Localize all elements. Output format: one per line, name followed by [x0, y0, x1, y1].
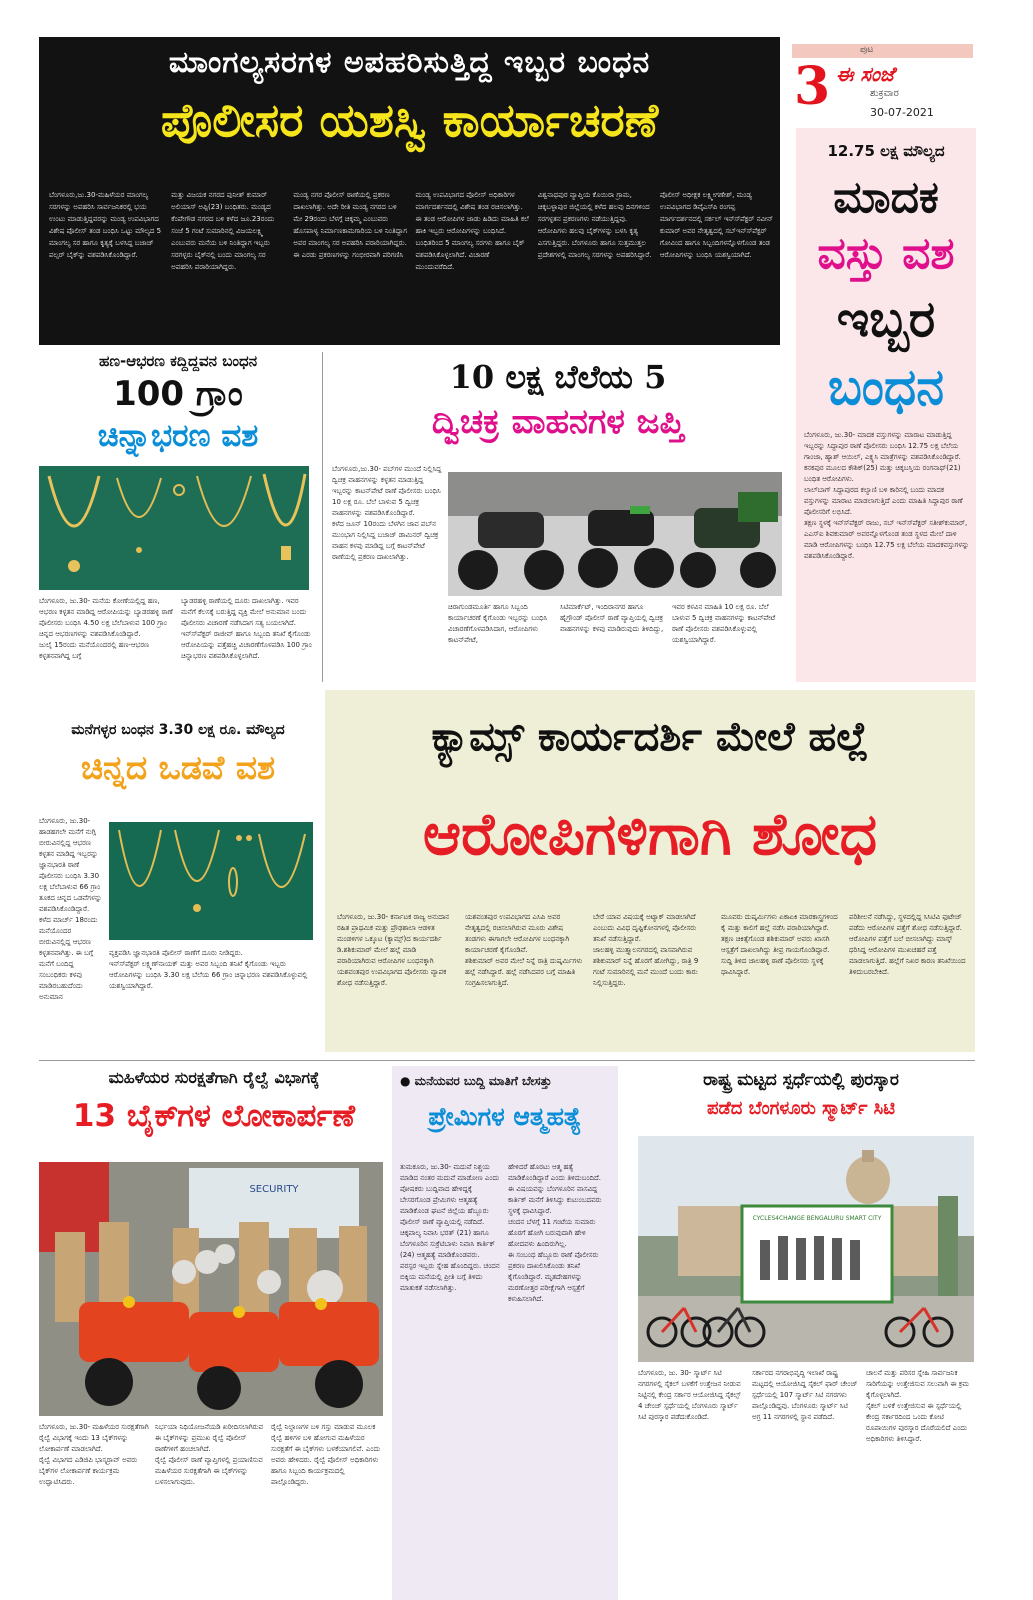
women-kicker: ಮಹಿಳೆಯರ ಸುರಕ್ಷತೆಗಾಗಿ ರೈಲ್ವೆ ವಿಭಾಗಕ್ಕೆ	[108, 1068, 320, 1087]
drugs-headline-3: ಇಬ್ಬರ	[836, 290, 936, 348]
cams-headline-2: ಆರೋಪಿಗಳಿಗಾಗಿ ಶೋಧ	[422, 800, 878, 868]
page-label: ಪುಟ	[860, 45, 874, 55]
lead-kicker: ಮಾಂಗಲ್ಯಸರಗಳ ಅಪಹರಿಸುತ್ತಿದ್ದ ಇಬ್ಬರ ಬಂಧನ	[168, 45, 651, 80]
cams-column: ಬೆಂಗಳೂರು, ಜು.30- ಕರ್ನಾಟಕ ರಾಜ್ಯ ಅನುದಾನ ರಹಿತ ಪ್ರಾಥಮಿಕ ಮತ್ತು ಪ್ರೌಢಶಾಲಾ ಆಡಳಿತ ಮಂಡಳಿಗಳ ಒಕ್ಕೂಟ (ಕ್ಯಾಮ್ಸ್)ದ ಕಾರ್ಯದರ್ಶಿ ಡಿ.ಶಶಿಕುಮಾರ್ ಮೇಲೆ ಹಲ್ಲೆ ಮಾಡಿ ಪರಾರಿಯಾಗಿರುವ ಆರೋಪಿಗಳ ಬಂಧನಕ್ಕಾಗಿ ಯಶವಂತಪುರ ಉಪವಿಭಾಗದ ಪೊಲೀಸರು ವ್ಯಾಪಕ ಶೋಧ ನಡೆಸುತ್ತಿದ್ದಾರೆ.	[337, 913, 452, 987]
lead-column: ಮಂಡ್ಯ ಉಪವಿಭಾಗದ ಪೊಲೀಸ್ ಅಧಿಕಾರಿಗಳ ಮಾರ್ಗದರ್ಶನದಲ್ಲಿ ವಿಶೇಷ ತಂಡ ರಚಿಸಲಾಗಿತ್ತು. ಈ ತಂಡ ಆರೋಪಿಗಳ ಜಾಡು ಹಿಡಿದು ಮಾಹಿತಿ ಕಲೆ ಹಾಕಿ ಇಬ್ಬರು ಆರೋಪಿಗಳನ್ನು ಬಂಧಿಸಿದೆ. ಬಂಧಿತರಿಂದ 5 ಮಾಂಗಲ್ಯ ಸರಗಳು ಹಾಗೂ ಬೈಕ್ ವಶಪಡಿಸಿಕೊಳ್ಳಲಾಗಿದೆ. ವಿಚಾರಣೆ ಮುಂದುವರೆದಿದೆ.	[415, 191, 532, 271]
bikes-body-left: ಬೆಂಗಳೂರು,ಜು.30- ಪಬ್‍ಗಳ ಮುಂದೆ ನಿಲ್ಲಿಸಿದ್ದ ದ್ವಿಚಕ್ರ ವಾಹನಗಳನ್ನು ಕಳ್ಳತನ ಮಾಡುತ್ತಿದ್ದ ಇಬ್ಬರನ್ನು ಕಾಟನ್‍ಪೇಟೆ ಠಾಣೆ ಪೊಲೀಸರು ಬಂಧಿಸಿ 10 ಲಕ್ಷ ರೂ. ಬೆಲೆ ಬಾಳುವ 5 ದ್ವಿಚಕ್ರ ವಾಹನಗಳನ್ನು ವಶಪಡಿಸಿಕೊಂಡಿದ್ದಾರೆ. ಕಳೆದ ಜೂನ್ 10ರಂದು ಬೆಳಗಿನ ಜಾವ ಪಬ್‍ನ ಮುಂಭಾಗ ನಿಲ್ಲಿಸಿದ್ದ ಬಜಾಜ್ ಡಾಮಿನರ್ ದ್ವಿಚಕ್ರ ವಾಹನ ಕಳವು ಮಾಡಿದ್ದ ಬಗ್ಗೆ ಕಾಟನ್‍ಪೇಟೆ ಠಾಣೆಯಲ್ಲಿ ಪ್ರಕರಣ ದಾಖಲಾಗಿತ್ತು.	[332, 465, 442, 561]
cams-story	[325, 690, 975, 1052]
lead-headline: ಪೊಲೀಸರ ಯಶಸ್ವಿ ಕಾರ್ಯಾಚರಣೆ	[160, 93, 659, 147]
gold-headline-2: ಚಿನ್ನಾಭರಣ ವಶ	[97, 418, 259, 454]
smartcity-story	[626, 1066, 976, 1600]
smartcity-col1: ಬೆಂಗಳೂರು, ಜು. 30- ಸ್ಮಾರ್ಟ್ ಸಿಟಿ ನಗರಗಳಲ್ಲಿ ಸೈಕಲ್ ಬಳಕೆಗೆ ಉತ್ತೇಜನ ನೀಡುವ ನಿಟ್ಟಿನಲ್ಲಿ ಕೇಂದ್ರ ಸರ್ಕಾರ ಆಯೋಜಿಸಿದ್ದ ಸೈಕಲ್ಸ್ 4 ಚೇಂಜ್ ಸ್ಪರ್ಧೆಯಲ್ಲಿ ಬೆಂಗಳೂರು ಸ್ಮಾರ್ಟ್ ಸಿಟಿ ಪುರಸ್ಕಾರ ಪಡೆದುಕೊಂಡಿದೆ.	[638, 1369, 743, 1421]
gold-chains-graphic	[109, 822, 313, 940]
motorbikes-graphic	[448, 472, 782, 596]
banner-text: SECURITY	[249, 1184, 299, 1195]
drugs-story	[796, 128, 976, 682]
gold-body-col2: ಬ್ಯಾಡರಹಳ್ಳಿ ಠಾಣೆಯಲ್ಲಿ ದೂರು ದಾಖಲಾಗಿತ್ತು. ಇವರ ಮನೆಗೆ ಕೆಲಸಕ್ಕೆ ಬರುತ್ತಿದ್ದ ವ್ಯಕ್ತಿ ಮೇಲೆ ಅನುಮಾನ ಬಂದು ಪೊಲೀಸರು ವಿಚಾರಣೆ ನಡೆಸಿದಾಗ ಸತ್ಯ ಬಯಲಾಗಿದೆ. ಇನ್ಸ್‍ಪೆಕ್ಟರ್ ರಾಜೀವ್ ಹಾಗೂ ಸಿಬ್ಬಂದಿ ತನಿಖೆ ಕೈಗೊಂಡು ಆರೋಪಿಯನ್ನು ಪತ್ತೆಹಚ್ಚಿ ವಿಚಾರಣೆಗೊಳಪಡಿಸಿ 100 ಗ್ರಾಂ ಚಿನ್ನಾಭರಣ ವಶಪಡಿಸಿಕೊಳ್ಳಲಾಗಿದೆ.	[181, 597, 312, 660]
cams-column: ಯಶವಂತಪುರ ಉಪವಿಭಾಗದ ಎಸಿಪಿ ಅವರ ನೇತೃತ್ವದಲ್ಲಿ ರಚಿಸಲಾಗಿರುವ ಮೂರು ವಿಶೇಷ ತಂಡಗಳು ಈಗಾಗಲೇ ಆರೋಪಿಗಳ ಬಂಧನಕ್ಕಾಗಿ ಕಾರ್ಯಾಚರಣೆ ಕೈಗೊಂಡಿವೆ. ಶಶಿಕುಮಾರ್ ಅವರ ಮೇಲೆ ನಿನ್ನೆ ರಾತ್ರಿ ದುಷ್ಕರ್ಮಿಗಳು ಹಲ್ಲೆ ನಡೆಸಿದ್ದಾರೆ. ಹಲ್ಲೆ ನಡೆಸಿದವರ ಬಗ್ಗೆ ಮಾಹಿತಿ ಸಂಗ್ರಹಿಸಲಾಗುತ್ತಿದೆ.	[465, 913, 583, 987]
bikes-body-c2: ಸಿಟಿಮಾರ್ಕೆಟ್, ಇಂದಿರಾನಗರ ಹಾಗೂ ಹೈಗ್ರೌಂಡ್ ಪೊಲೀಸ್ ಠಾಣೆ ವ್ಯಾಪ್ತಿಯಲ್ಲಿ ದ್ವಿಚಕ್ರ ವಾಹನಗಳನ್ನು ಕಳವು ಮಾಡಿರುವುದು ತಿಳಿದಿದ್ದು,	[560, 603, 666, 633]
lovers-kicker-text: ಮನೆಯವರ ಬುದ್ದಿ ಮಾತಿಗೆ ಬೇಸತ್ತು	[414, 1074, 552, 1088]
women-col1: ಬೆಂಗಳೂರು, ಜು.30- ಮಹಿಳೆಯರ ಸುರಕ್ಷತೆಗಾಗಿ ರೈಲ್ವೆ ವಿಭಾಗಕ್ಕೆ ಇಂದು 13 ಬೈಕ್‍ಗಳನ್ನು ಲೋಕಾರ್ಪಣೆ ಮಾಡಲಾಗಿದೆ. ರೈಲ್ವೆ ವಿಭಾಗದ ಎಡಿಜಿಪಿ ಭಾಸ್ಕರ್‍ರಾವ್ ಅವರು ಬೈಕ್‍ಗಳ ಲೋಕಾರ್ಪಣೆ ಕಾರ್ಯಕ್ರಮ ಉದ್ಘಾಟಿಸಿದರು.	[39, 1423, 149, 1486]
cams-headline-1: ಕ್ಯಾಮ್ಸ್ ಕಾರ್ಯದರ್ಶಿ ಮೇಲೆ ಹಲ್ಲೆ	[431, 714, 869, 760]
date: 30-07-2021	[870, 106, 934, 119]
cams-column: ಬೇರೆ ಯಾವ ವಿಷಯಕ್ಕೆ ಅಟ್ಯಾಕ್ ಮಾಡಲಾಗಿದೆ ಎಂಬುದು ವಿವಿಧ ದೃಷ್ಟಿಕೋನಗಳಲ್ಲಿ ಪೊಲೀಸರು ತನಿಖೆ ನಡೆಸುತ್ತಿದ್ದಾರೆ. ಜಾಲಹಳ್ಳಿ ಮುತ್ತ್ಯಾಲನಗರದಲ್ಲಿ ವಾಸವಾಗಿರುವ ಶಶಿಕುಮಾರ್ ನಿನ್ನೆ ಹೊರಗೆ ಹೋಗಿದ್ದು, ರಾತ್ರಿ 9 ಗಂಟೆ ಸುಮಾರಿನಲ್ಲಿ ಮನೆ ಮುಂದೆ ಬಂದು ಕಾರು ನಿಲ್ಲಿಸುತ್ತಿದ್ದರು.	[593, 913, 699, 987]
chain-photo	[109, 822, 313, 940]
necklace-graphic	[39, 466, 309, 590]
chain-body-left: ಬೆಂಗಳೂರು, ಜು.30- ಹಾಡಹಗಲೇ ಮನೆಗೆ ನುಗ್ಗಿ ಬೀರುವಿನಲ್ಲಿದ್ದ ಆಭರಣ ಕಳ್ಳತನ ಮಾಡಿದ್ದ ಇಬ್ಬರನ್ನು ಜ್ಞಾನಭಾರತಿ ಠಾಣೆ ಪೊಲೀಸರು ಬಂಧಿಸಿ 3.30 ಲಕ್ಷ ಬೆಲೆಬಾಳುವ 66 ಗ್ರಾಂ ತೂಕದ ಚಿನ್ನದ ಒಡವೆಗಳನ್ನು ವಶಪಡಿಸಿಕೊಂಡಿದ್ದಾರೆ. ಕಳೆದ ಮಾರ್ಚ್ 18ರಂದು ಮನೆಯೊಂದರ ಬೀರುವಿನಲ್ಲಿದ್ದ ಆಭರಣ ಕಳ್ಳತನವಾಗಿತ್ತು. ಈ ಬಗ್ಗೆ ಮನೆಗೆ ಬಂದಿದ್ದ ಸಂಬಂಧಿಕರು ಕಳವು ಮಾಡಿರಬಹುದೆಂದು ಅನುಮಾನ	[39, 817, 102, 1001]
lead-column: ಮತ್ತು ವಿಜಯಕ ನಗರದ ಪುನೀತ್ ಕುಮಾರ್ ಅಲಿಯಾಸ್ ಅಪ್ಪಿ(23) ಬಂಧಿತರು. ಮಂಡ್ಯದ ಕೆಂಪೇಗೌಡ ನಗರದ ಬಳಿ ಕಳೆದ ಜೂ.23ರಂದು ಸಂಜೆ 5 ಗಂಟೆ ಸುಮಾರಿನಲ್ಲಿ ವಿಜಯಲಕ್ಷ್ಮಿ ಎಂಬುವರು ಮನೆಯ ಬಳಿ ನಿಂತಿದ್ದಾಗ ಇಬ್ಬರು ಸರಗಳ್ಳರು ಬೈಕ್‍ನಲ್ಲಿ ಬಂದು ಮಾಂಗಲ್ಯ ಸರ ಅಪಹರಿಸಿ ಪರಾರಿಯಾಗಿದ್ದರು.	[171, 191, 277, 271]
smartcity-col2: ಸರ್ಕಾರದ ನಗರಾಭಿವೃದ್ಧಿ ಇಲಾಖೆ ರಾಷ್ಟ್ರ ಮಟ್ಟದಲ್ಲಿ ಆಯೋಜಿಸಿದ್ದ ಸೈಕಲ್ ಫಾರ್ ಚೇಂಜ್ ಸ್ಪರ್ಧೆಯಲ್ಲಿ 107 ಸ್ಮಾರ್ಟ್ ಸಿಟಿ ನಗರಗಳು ಪಾಲ್ಗೊಂಡಿದ್ದವು. ಬೆಂಗಳೂರು ಸ್ಮಾರ್ಟ್ ಸಿಟಿ ಅಗ್ರ 11 ನಗರಗಳಲ್ಲಿ ಸ್ಥಾನ ಪಡೆದಿದೆ.	[752, 1369, 860, 1421]
gold-body-col1: ಬೆಂಗಳೂರು, ಜು.30- ಮನೆಯ ಕೋಣೆಯಲ್ಲಿದ್ದ ಹಣ, ಆಭರಣ ಕಳ್ಳತನ ಮಾಡಿದ್ದ ಆರೋಪಿಯನ್ನು ಬ್ಯಾಡರಹಳ್ಳಿ ಠಾಣೆ ಪೊಲೀಸರು ಬಂಧಿಸಿ 4.50 ಲಕ್ಷ ಬೆಲೆಬಾಳುವ 100 ಗ್ರಾಂ ಚಿನ್ನದ ಆಭರಣಗಳನ್ನು ವಶಪಡಿಸಿಕೊಂಡಿದ್ದಾರೆ. ಜುಲೈ 15ರಂದು ಮನೆಯೊಂದರಲ್ಲಿ ಹಣ-ಆಭರಣ ಕಳ್ಳತನವಾಗಿದ್ದ ಬಗ್ಗೆ	[39, 597, 173, 660]
lead-column: ಮಂಡ್ಯ ನಗರ ಪೊಲೀಸ್ ಠಾಣೆಯಲ್ಲಿ ಪ್ರಕರಣ ದಾಖಲಾಗಿತ್ತು. ಅದೇ ರೀತಿ ಮಂಡ್ಯ ನಗರದ ಬಳಿ ಮೇ 29ರಂದು ಬೆಳಗ್ಗೆ ಚಿಕ್ಕಮ್ಮ ಎಂಬುವರು ಹೊಸಪಾಳ್ಯ ನಿರ್ಮಾಣಕಾಮಗಾರಿಯ ಬಳಿ ನಿಂತಿದ್ದಾಗ ಅವರ ಮಾಂಗಲ್ಯ ಸರ ಅಪಹರಿಸಿ ಪರಾರಿಯಾಗಿದ್ದರು. ಈ ಎರಡು ಪ್ರಕರಣಗಳನ್ನು ಗಂಭೀರವಾಗಿ ಪರಿಗಣಿಸಿ	[293, 191, 410, 259]
lead-story	[39, 37, 780, 345]
lovers-story	[392, 1066, 618, 1600]
lead-column: ವಿಶ್ವನಾಥಪುರ ವ್ಯಾಪ್ತಿಯ ಕೊಯಿರಾ ಗ್ರಾಮ, ಚಿಕ್ಕಬಳ್ಳಾಪುರ ಜಿಲ್ಲೆಯಲ್ಲಿ ಕಳೆದ ಹಲವು ದಿನಗಳಿಂದ ಸರಗಳ್ಳತನ ಪ್ರಕರಣಗಳು ನಡೆಯುತ್ತಿದ್ದವು. ಆರೋಪಿಗಳು ಹಲವು ಬೈಕ್‍ಗಳನ್ನು ಬಳಸಿ ಕೃತ್ಯ ಎಸಗುತ್ತಿದ್ದರು. ಬೆಂಗಳೂರು ಹಾಗೂ ಸುತ್ತಮುತ್ತಲ ಪ್ರದೇಶಗಳಲ್ಲಿ ಮಾಂಗಲ್ಯ ಸರಗಳನ್ನು ಅಪಹರಿಸಿದ್ದಾರೆ.	[537, 191, 652, 259]
masthead	[792, 44, 973, 124]
lovers-kicker	[400, 1074, 616, 1089]
smartcity-col3: ಚಾಲನೆ ಮತ್ತು ಪರಿಸರ ಸ್ನೇಹಿ ಸಾರ್ವಜನಿಕ ಸಾರಿಗೆಯನ್ನು ಉತ್ತೇಜಿಸುವ ಸಲುವಾಗಿ ಈ ಕ್ರಮ ಕೈಗೊಳ್ಳಲಾಗಿದೆ. ಸೈಕಲ್ ಬಳಕೆ ಉತ್ತೇಜಿಸುವ ಈ ಸ್ಪರ್ಧೆಯಲ್ಲಿ ಕೇಂದ್ರ ಸರ್ಕಾರದಿಂದ ಒಂದು ಕೋಟಿ ರೂಪಾಯಿಗಳ ಪುರಸ್ಕಾರ ದೊರೆಯಲಿದೆ ಎಂದು ಅಧಿಕಾರಿಗಳು ತಿಳಿಸಿದ್ದಾರೆ.	[866, 1369, 969, 1443]
cams-columns	[337, 912, 967, 1046]
bullet-icon: ●	[400, 1074, 415, 1088]
lead-columns	[49, 189, 774, 341]
cams-column: ಮೂವರು ದುಷ್ಕರ್ಮಿಗಳು ಏಕಾಏಕಿ ಮಾರಕಾಸ್ತ್ರಗಳಿಂದ ಕೈ ಮತ್ತು ಕಾಲಿಗೆ ಹಲ್ಲೆ ನಡೆಸಿ ಪರಾರಿಯಾಗಿದ್ದಾರೆ. ತಕ್ಷಣ ಚಿಕಿತ್ಸೆಗೊಂಡ ಶಶಿಕುಮಾರ್ ಅವರು ಖಾಸಗಿ ಆಸ್ಪತ್ರೆಗೆ ದಾಖಲಾಗಿದ್ದು ತೀವ್ರ ಗಾಯಗೊಂಡಿದ್ದಾರೆ. ಸುದ್ದಿ ತಿಳಿದ ಜಾಲಹಳ್ಳಿ ಠಾಣೆ ಪೊಲೀಸರು ಸ್ಥಳಕ್ಕೆ ಧಾವಿಸಿದ್ದಾರೆ.	[721, 913, 838, 976]
lovers-headline: ಪ್ರೇಮಿಗಳ ಆತ್ಮಹತ್ಯೆ	[428, 1102, 582, 1131]
women-col2: ನಿರ್ಭಯಾ ನಿಧಿಯೋಜನೆಯಡಿ ಖರೀದಿಸಲಾಗಿರುವ ಈ ಬೈಕ್‍ಗಳನ್ನು ಪ್ರಮುಖ ರೈಲ್ವೆ ಪೊಲೀಸ್ ಠಾಣೆಗಳಿಗೆ ಹಂಚಲಾಗಿದೆ. ರೈಲ್ವೆ ಪೊಲೀಸ್ ಠಾಣೆ ವ್ಯಾಪ್ತಿಗಳಲ್ಲಿ ಪ್ರಯಾಣಿಸುವ ಮಹಿಳೆಯರ ಸುರಕ್ಷತೆಗಾಗಿ ಈ ಬೈಕ್‍ಗಳನ್ನು ಬಳಸಲಾಗುವುದು.	[155, 1423, 264, 1486]
lead-column: ಪೊಲೀಸ್ ಅಧೀಕ್ಷಕ ಲಕ್ಷ್ಮೀಗಣೇಶ್, ಮಂಡ್ಯ ಉಪವಿಭಾಗದ ಡಿವೈಎಸ್‍ಪಿ ರಂಗಪ್ಪ ಮಾರ್ಗದರ್ಶನದಲ್ಲಿ ಸರ್ಕಲ್ ಇನ್ಸ್‍ಪೆಕ್ಟರ್ ನವೀನ್ ಕುಮಾರ್ ಅವರ ನೇತೃತ್ವದಲ್ಲಿ ಸಬ್‍ಇನ್ಸ್‍ಪೆಕ್ಟರ್ ಗೋವಿಂದ ಹಾಗೂ ಸಿಬ್ಬಂದಿಗಳನ್ನೊಳಗೊಂಡ ತಂಡ ಆರೋಪಿಗಳನ್ನು ಬಂಧಿಸಿ ಯಶಸ್ವಿಯಾಗಿದೆ.	[659, 191, 776, 259]
chain-story	[39, 718, 317, 1052]
lovers-col2: ಹೇಳಿದರೆ ಹೊರಟು ಆತ್ಮ ಹತ್ಯೆ ಮಾಡಿಕೊಂಡಿದ್ದಾರೆ ಎಂದು ತಿಳಿದುಬಂದಿದೆ. ಈ ವಿಷಯವನ್ನು ಬೆಂಗಳೂರಿನ ವಾಸವಿದ್ದ ಕಾರ್ತಿಕ್ ಮನೆಗೆ ತಿಳಿಸಿದ್ದು ಕುಟುಂಬದವರು ಸ್ಥಳಕ್ಕೆ ಧಾವಿಸಿದ್ದಾರೆ. ಚಂದನ ಬೆಳಗ್ಗೆ 11 ಗಂಟೆಯ ಸುಮಾರು ಹೊರಗೆ ಹೋಗಿ ಬರುವುದಾಗಿ ಹೇಳಿ ಹೋದವಳು ಹಿಂದಿರುಗಿಲ್ಲ. ಈ ಸಂಬಂಧ ಹೆಬ್ಬೂರು ಠಾಣೆ ಪೊಲೀಸರು ಪ್ರಕರಣ ದಾಖಲಿಸಿಕೊಂಡು ತನಿಖೆ ಕೈಗೊಂಡಿದ್ದಾರೆ. ಮೃತದೇಹಗಳನ್ನು ಮರಣೋತ್ತರ ಪರೀಕ್ಷೆಗಾಗಿ ಆಸ್ಪತ್ರೆಗೆ ಕಳುಹಿಸಲಾಗಿದೆ.	[508, 1163, 602, 1303]
police-bikes-graphic	[39, 1162, 383, 1416]
lovers-col1: ತುಮಕೂರು, ಜು.30- ಮದುವೆ ನಿಶ್ಚಯ ಮಾಡಿದ ನಂತರ ಮದುವೆ ಮಾಡೋಣ ಎಂದು ಪೋಷಕರು ಬುದ್ದಿವಾದ ಹೇಳಿದ್ದಕ್ಕೆ ಬೇಸರಗೊಂಡ ಪ್ರೇಮಿಗಳು ಆತ್ಮಹತ್ಯೆ ಮಾಡಿಕೊಂಡ ಘಟನೆ ಜಿಲ್ಲೆಯ ಹೆಬ್ಬೂರು ಪೊಲೀಸ್ ಠಾಣೆ ವ್ಯಾಪ್ತಿಯಲ್ಲಿ ನಡೆದಿದೆ. ಚಿಕ್ಕಪಾಲ್ಯ ನಿವಾಸಿ ಭರತ್ (21) ಹಾಗೂ ಬೆಂಗಳೂರಿನ ಸುಕ್ರೆಟಿಬಾಳು ನಿವಾಸಿ ಕಾರ್ತಿಕ್ (24) ಆತ್ಮಹತ್ಯೆ ಮಾಡಿಕೊಂಡವರು. ಪರಸ್ಪರ ಇಬ್ಬರು ಸ್ನೇಹ ಹೊಂದಿದ್ದರು. ಚಂದನ ಬಿಕ್ಕಿಯ ಮನೆಯಲ್ಲಿ ಪ್ರೀತಿ ಬಗ್ಗೆ ತಿಳಿದು ಮಾತುಕತೆ ನಡೆಸಲಾಗಿತ್ತು.	[400, 1163, 500, 1292]
bikes-story	[328, 352, 788, 684]
page-number: 3	[794, 56, 831, 117]
chain-headline: ಚಿನ್ನದ ಒಡವೆ ವಶ	[80, 748, 276, 787]
gold-story	[39, 352, 317, 712]
women-bikes-photo	[39, 1162, 383, 1416]
bikes-headline-1: 10 ಲಕ್ಷ ಬೆಲೆಯ 5	[449, 358, 667, 396]
drugs-headline-4: ಬಂಧನ	[827, 358, 945, 416]
bikes-body-c3: ಇವರ ಕಳವಿನ ಮಾಹಿತಿ 10 ಲಕ್ಷ ರೂ. ಬೆಲೆ ಬಾಳುವ 5 ದ್ವಿಚಕ್ರ ವಾಹನಗಳನ್ನು ಕಾಟನ್‍ಪೇಟೆ ಠಾಣೆ ಪೊಲೀಸರು ವಶಪಡಿಸಿಕೊಳ್ಳುವಲ್ಲಿ ಯಶಸ್ವಿಯಾಗಿದ್ದಾರೆ.	[672, 603, 778, 644]
women-story	[39, 1066, 389, 1600]
smartcity-kicker: ರಾಷ್ಟ್ರ ಮಟ್ಟದ ಸ್ಪರ್ಧೆಯಲ್ಲಿ ಪುರಸ್ಕಾರ	[703, 1070, 899, 1090]
women-col3: ರೈಲ್ವೆ ನಿಲ್ದಾಣಗಳ ಬಳಿ ಗಸ್ತು ಮಾಡುವ ಮೂಲಕ ರೈಲ್ವೆ ಹಳಿಗಳ ಬಳಿ ಹೋಗುವ ಮಹಿಳೆಯರ ಸುರಕ್ಷತೆಗೆ ಈ ಬೈಕ್‍ಗಳು ಬಳಕೆಯಾಗಲಿವೆ. ಎಂದು ಅವರು ಹೇಳಿದರು. ರೈಲ್ವೆ ಪೊಲೀಸ್ ಅಧಿಕಾರಿಗಳು ಹಾಗೂ ಸಿಬ್ಬಂದಿ ಕಾರ್ಯಕ್ರಮದಲ್ಲಿ ಪಾಲ್ಗೊಂಡಿದ್ದರು.	[271, 1423, 383, 1486]
chain-body-right: ವ್ಯಕ್ತಪಡಿಸಿ ಜ್ಞಾನಭಾರತಿ ಪೊಲೀಸ್ ಠಾಣೆಗೆ ದೂರು ನೀಡಿದ್ದರು. ಇನ್ಸ್‍ಪೆಕ್ಟರ್ ಲಕ್ಷ್ಮಣ್‍ನಾಯಕ್ ಮತ್ತು ಅವರ ಸಿಬ್ಬಂದಿ ತನಿಖೆ ಕೈಗೊಂಡು ಇಬ್ಬರು ಆರೋಪಿಗಳನ್ನು ಬಂಧಿಸಿ 3.30 ಲಕ್ಷ ಬೆಲೆಯ 66 ಗ್ರಾಂ ಚಿನ್ನಾಭರಣ ವಶಪಡಿಸಿಕೊಳ್ಳುವಲ್ಲಿ ಯಶಸ್ವಿಯಾಗಿದ್ದಾರೆ.	[109, 949, 308, 990]
gold-kicker: ಹಣ-ಆಭರಣ ಕದ್ದಿದ್ದವನ ಬಂಧನ	[98, 352, 258, 370]
drugs-headline-1: ಮಾದಕ	[833, 172, 939, 223]
lead-column: ಬೆಂಗಳೂರು,ಜು.30-ಮಹಿಳೆಯರ ಮಾಂಗಲ್ಯ ಸರಗಳನ್ನು ಅಪಹರಿಸಿ ಸಾರ್ವಜನಿಕರಲ್ಲಿ ಭಯ ಉಂಟು ಮಾಡುತ್ತಿದ್ದವರನ್ನು ಮಂಡ್ಯ ಉಪವಿಭಾಗದ ವಿಶೇಷ ಪೊಲೀಸ್ ತಂಡ ಬಂಧಿಸಿ ಒಟ್ಟು ಮೌಲ್ಯದ 5 ಮಾಂಗಲ್ಯ ಸರ ಹಾಗೂ ಕೃತ್ಯಕ್ಕೆ ಬಳಸಿದ್ದ ಬಜಾಜ್ ಪಲ್ಸರ್ ಬೈಕ್‍ನ್ನು ವಶಪಡಿಸಿಕೊಂಡಿದ್ದಾರೆ.	[49, 191, 164, 259]
smartcity-banner-text: CYCLES4CHANGE BENGALURU SMART CITY	[752, 1215, 882, 1222]
women-headline: 13 ಬೈಕ್‍ಗಳ ಲೋಕಾರ್ಪಣೆ	[72, 1098, 356, 1134]
vidhana-soudha-graphic	[638, 1136, 974, 1362]
drugs-kicker: 12.75 ಲಕ್ಷ ಮೌಲ್ಯದ	[827, 142, 945, 160]
bikes-headline-2: ದ್ವಿಚಕ್ರ ವಾಹನಗಳ ಜಪ್ತಿ	[431, 402, 685, 442]
weekday: ಶುಕ್ರವಾರ	[870, 88, 899, 99]
bikes-body-c1: ಚಿರಾಗುಂಡಮೂರ್ತಿ ಹಾಗೂ ಸಿಬ್ಬಂದಿ ಕಾರ್ಯಾಚರಣೆ ಕೈಗೊಂಡು ಇಬ್ಬರನ್ನು ಬಂಧಿಸಿ ವಿಚಾರಣೆಗೊಳಪಡಿಸಿದಾಗ, ಆರೋಪಿಗಳು ಕಾಟನ್‍ಪೇಟೆ,	[448, 603, 550, 644]
section-rule	[39, 1060, 975, 1061]
smartcity-photo	[638, 1136, 974, 1362]
drugs-headline-2: ವಸ್ತು ವಶ	[817, 228, 955, 279]
bikes-photo	[448, 472, 782, 596]
chain-kicker: ಮನೆಗಳ್ಳರ ಬಂಧನ 3.30 ಲಕ್ಷ ರೂ. ಮೌಲ್ಯದ	[71, 722, 285, 738]
column-rule	[322, 352, 323, 682]
gold-necklaces-photo	[39, 466, 309, 590]
smartcity-headline: ಪಡೆದ ಬೆಂಗಳೂರು ಸ್ಮಾರ್ಟ್ ಸಿಟಿ	[707, 1098, 895, 1119]
drugs-body: ಬೆಂಗಳೂರು, ಜು.30- ಮಾದಕ ವಸ್ತುಗಳನ್ನು ಮಾರಾಟ ಮಾಡುತ್ತಿದ್ದ ಇಬ್ಬರನ್ನು ಸಿದ್ದಾಪುರ ಠಾಣೆ ಪೊಲೀಸರು ಬಂಧಿಸಿ 12.75 ಲಕ್ಷ ಬೆಲೆಯ ಗಾಂಜಾ, ಹ್ಯಾಶ್ ಆಯಿಲ್, ಎಕ್ಸ್ಟಸಿ ಮಾತ್ರೆಗಳನ್ನು ವಶಪಡಿಸಿಕೊಂಡಿದ್ದಾರೆ. ಕನಕಪುರ ಮೂಲದ ಕೌಶಿಕ್(25) ಮತ್ತು ಚಿಕ್ಕಬಸ್ತಿಯ ರಂಗನಾಥ್(21) ಬಂಧಿತ ಆರೋಪಿಗಳು. ಲಾಲ್‍ಬಾಗ್ ಸಿದ್ದಾಪುರದ ಕಲ್ಯಾಣಿ ಬಳಿ ಕಾರಿನಲ್ಲಿ ಬಂದು ಮಾದಕ ವಸ್ತುಗಳನ್ನು ಮಾರಾಟ ಮಾಡಲಾಗುತ್ತಿದೆ ಎಂದು ಮಾಹಿತಿ ಸಿದ್ದಾಪುರ ಠಾಣೆ ಪೊಲೀಸರಿಗೆ ಲಭಿಸಿದೆ. ತಕ್ಷಣ ಸ್ಥಳಕ್ಕೆ ಇನ್ಸ್‍ಪೆಕ್ಟರ್ ರಾಜು, ಸಬ್ ಇನ್ಸ್‍ಪೆಕ್ಟರ್ ಸತೀಶ್‍ಕುಮಾರ್, ಎಎಸ್‍ಐ ಶಿವಕುಮಾರ್ ಅವರನ್ನೊಳಗೊಂಡ ತಂಡ ಸ್ಥಳದ ಮೇಲೆ ದಾಳಿ ಮಾಡಿ ಆರೋಪಿಗಳನ್ನು ಬಂಧಿಸಿ 12.75 ಲಕ್ಷ ಬೆಲೆಯ ಮಾದಕವಸ್ತುಗಳನ್ನು ವಶಪಡಿಸಿಕೊಂಡಿದ್ದಾರೆ.	[804, 431, 970, 560]
paper-name: ಈ ಸಂಜೆ	[836, 62, 895, 86]
cams-column: ಪರಿಶೀಲನೆ ನಡೆಸಿದ್ದು, ಸ್ಥಳದಲ್ಲಿದ್ದ ಸಿಸಿಟಿವಿ ಫುಟೇಜ್ ಪಡೆದು ಆರೋಪಿಗಳ ಪತ್ತೆಗೆ ಶೋಧ ನಡೆಸುತ್ತಿದ್ದಾರೆ. ಆರೋಪಿಗಳ ಪತ್ತೆಗೆ ಬಲೆ ಬೀಸಲಾಗಿದ್ದು ಮಾಸ್ಕ್ ಧರಿಸಿದ್ದ ಆರೋಪಿಗಳ ಮುಖಚಹರೆ ಪತ್ತೆ ಮಾಡಲಾಗುತ್ತಿದೆ. ಹಲ್ಲೆಗೆ ನಿಖರ ಕಾರಣ ತನಿಖೆಯಿಂದ ತಿಳಿದುಬರಬೇಕಿದೆ.	[849, 913, 966, 976]
gold-headline-1: 100 ಗ್ರಾಂ	[113, 374, 243, 414]
